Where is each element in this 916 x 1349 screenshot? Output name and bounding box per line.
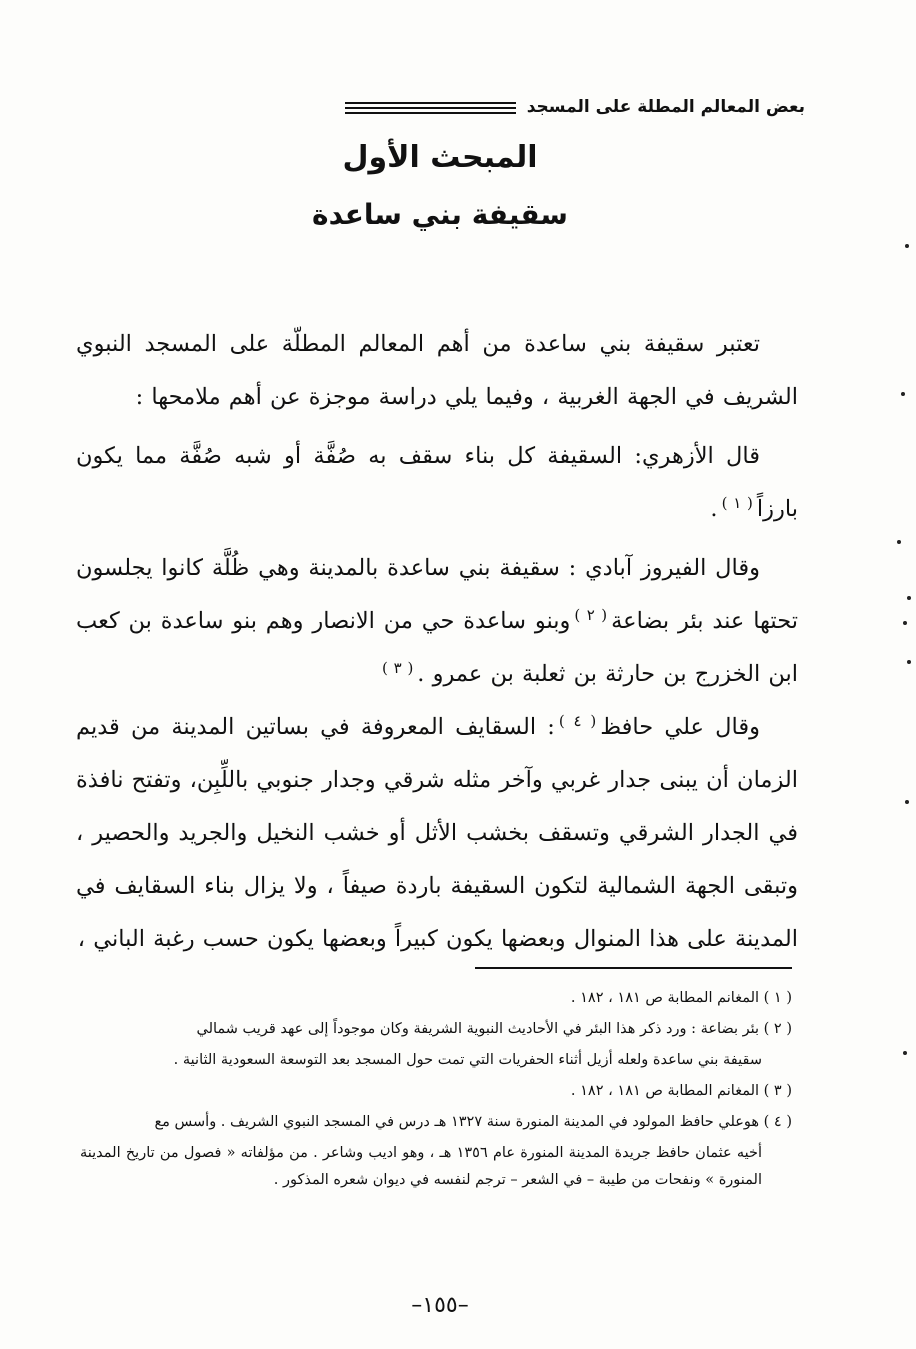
scan-speck [907,660,911,664]
header-rule-lines [345,102,516,117]
body-text [76,318,798,966]
paragraph-3-text-a: وقال الفيروز آبادي : سقيفة بني ساعدة بالمدينة وهي ظُلَّة كانوا يجلسون تحتها عند بئر بضاعة [76,555,798,634]
paragraph-1: تعتبر سقيفة بني ساعدة من أهم المعالم المطلّة على المسجد النبوي الشريف في الجهة الغربية ، وفيما يلي دراسة موجزة عن أهم ملامحها : [76,331,798,410]
scan-speck [903,621,907,625]
scan-speck [907,596,911,600]
footnote-ref-1: ( ١ ) [721,493,753,512]
footnote-2 [80,1016,792,1043]
section-title: المبحث الأول [342,140,538,175]
scan-speck [905,800,909,804]
footnote-separator [475,967,792,969]
scan-speck [903,1051,907,1055]
scan-speck [905,244,909,248]
running-header [60,92,805,122]
paragraph-2-end: . [710,496,718,522]
footnote-1: ( ١ ) المغانم المطابة ص ١٨١ ، ١٨٢ . [570,990,792,1006]
footnote-3: ( ٣ ) المغانم المطابة ص ١٨١ ، ١٨٢ . [570,1083,792,1099]
footnote-2-continuation: سقيفة بني ساعدة ولعله أزيل أثناء الحفريات التي تمت حول المسجد بعد التوسعة السعودية الثانية . [173,1052,762,1068]
footnotes [80,985,792,1198]
paragraph-2-text: قال الأزهري: السقيفة كل بناء سقف به صُفَّة أو شبه صُفَّة مما يكون بارزاً [76,443,798,522]
paragraph-4-text-b: : السقايف المعروفة في بساتين المدينة من قديم الزمان أن يبنى جدار غربي وآخر مثله شرقي وجدار جنوبي باللِّبِن، وتفتح نافذة في الجدار الشرقي وتسقف بخشب الأثل أو خشب النخيل والجريد والحصير ، وتبقى الجهة الشمالية لتكون السقيفة باردة صيفاً ، ولا يزال بناء السقايف في المدينة على هذا المنوال وبعضها يكون كبيراً وبعضها يكون حسب رغبة الباني ، [76,714,798,952]
footnote-ref-3: ( ٣ ) [381,658,414,677]
header-title: بعض المعالم المطلة على المسجد [526,97,805,117]
paragraph-3-text-b: وبنو ساعدة حي من الانصار وهم بنو ساعدة بن كعب ابن الخزرج بن حارثة بن ثعلبة بن عمرو . [76,608,798,687]
scan-speck [901,392,905,396]
paragraph-4 [76,701,798,966]
footnote-ref-4: ( ٤ ) [558,711,597,730]
paragraph-4-text-a: وقال علي حافظ [600,714,760,740]
section-subtitle: سقيفة بني ساعدة [312,198,568,231]
footnote-4: ( ٤ ) هوعلي حافظ المولود في المدينة المنورة سنة ١٣٢٧ هـ درس في المسجد النبوي الشريف . وأسس مع [154,1114,792,1130]
scan-speck [897,540,901,544]
page-number: –١٥٥– [411,1293,469,1318]
footnote-2-line-1: ( ٢ ) بئر بضاعة : ورد ذكر هذا البئر في الأحاديث النبوية الشريفة وكان موجوداً إلى عهد قريب شمالي [196,1021,792,1037]
footnote-4-continuation: أخيه عثمان حافظ جريدة المدينة المنورة عام ١٣٥٦ هـ ، وهو اديب وشاعر . من مؤلفاته « فصول من تاريخ المدينة المنورة » ونفحات من طيبة – في الشعر – ترجم لنفسه في ديوان شعره المذكور . [80,1145,762,1188]
paragraph-3 [76,542,798,701]
footnote-ref-2: ( ٢ ) [574,605,608,624]
paragraph-2 [76,430,798,536]
